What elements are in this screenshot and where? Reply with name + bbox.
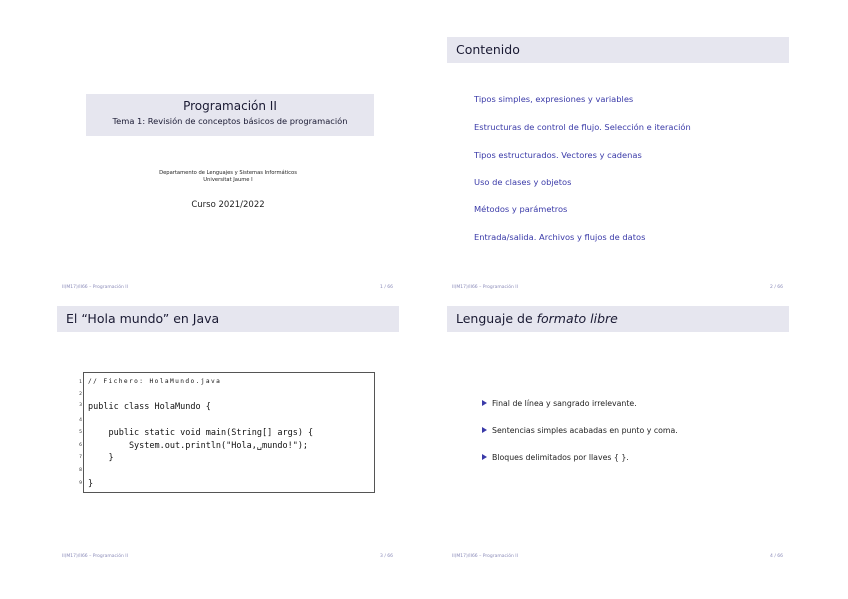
footer-page-number: 2 / 66 bbox=[770, 285, 783, 290]
bullet-item bbox=[482, 453, 629, 462]
frame-title: Contenido bbox=[447, 37, 789, 63]
slide-title bbox=[57, 37, 399, 293]
presentation-title: Programación II bbox=[183, 99, 277, 113]
bullet-text: Sentencias simples acabadas en punto y coma. bbox=[492, 426, 678, 435]
institution-department: Departamento de Lenguajes y Sistemas Informáticos bbox=[159, 170, 297, 176]
code-comment-line: // Fichero: HolaMundo.java bbox=[88, 378, 222, 385]
bullet-item bbox=[482, 426, 678, 435]
code-line: } bbox=[88, 453, 114, 463]
line-number: 3 bbox=[79, 403, 82, 408]
presentation-subtitle: Tema 1: Revisión de conceptos básicos de programación bbox=[112, 116, 348, 126]
footer-course-code: II(M17)/II66 – Programación II bbox=[62, 285, 128, 290]
bullet-item bbox=[482, 399, 637, 408]
frame-title: El “Hola mundo” en Java bbox=[57, 306, 399, 332]
footer-course-code: II(M17)/II66 – Programación II bbox=[452, 285, 518, 290]
line-number: 2 bbox=[79, 392, 82, 397]
code-line: public class HolaMundo { bbox=[88, 402, 211, 412]
toc-item[interactable]: Tipos estructurados. Vectores y cadenas bbox=[474, 150, 642, 160]
toc-item[interactable]: Tipos simples, expresiones y variables bbox=[474, 94, 634, 104]
line-number: 6 bbox=[79, 443, 82, 448]
institution-university: Universitat Jaume I bbox=[203, 177, 253, 183]
line-number: 9 bbox=[79, 481, 82, 486]
title-box bbox=[86, 94, 374, 136]
line-number: 4 bbox=[79, 418, 82, 423]
bullet-arrow-icon bbox=[482, 454, 487, 460]
footer-course-code: II(M17)/II66 – Programación II bbox=[452, 554, 518, 559]
line-number: 8 bbox=[79, 468, 82, 473]
bullet-arrow-icon bbox=[482, 400, 487, 406]
footer-page-number: 3 / 66 bbox=[380, 554, 393, 559]
slide-hello-world bbox=[57, 306, 399, 562]
slide-contents bbox=[447, 37, 789, 293]
bullet-text: Bloques delimitados por llaves { }. bbox=[492, 453, 629, 462]
toc-item[interactable]: Entrada/salida. Archivos y flujos de datos bbox=[474, 232, 646, 242]
toc-item[interactable]: Métodos y parámetros bbox=[474, 204, 568, 214]
footer-page-number: 4 / 66 bbox=[770, 554, 783, 559]
toc-item[interactable]: Uso de clases y objetos bbox=[474, 177, 572, 187]
frame-title-emphasis: formato libre bbox=[536, 311, 618, 326]
footer-course-code: II(M17)/II66 – Programación II bbox=[62, 554, 128, 559]
frame-title-prefix: Lenguaje de bbox=[456, 311, 537, 326]
bullet-arrow-icon bbox=[482, 427, 487, 433]
bullet-text: Final de línea y sangrado irrelevante. bbox=[492, 399, 637, 408]
line-number: 7 bbox=[79, 455, 82, 460]
code-line: } bbox=[88, 479, 94, 489]
line-number: 5 bbox=[79, 430, 82, 435]
course-year: Curso 2021/2022 bbox=[191, 200, 265, 210]
code-line: System.out.println("Hola,␣mundo!"); bbox=[88, 441, 309, 451]
code-line: public static void main(String[] args) { bbox=[88, 428, 314, 438]
footer-page-number: 1 / 66 bbox=[380, 285, 393, 290]
slide-free-format bbox=[447, 306, 789, 562]
line-number: 1 bbox=[79, 380, 82, 385]
toc-item[interactable]: Estructuras de control de flujo. Selección e iteración bbox=[474, 122, 691, 132]
frame-title bbox=[447, 306, 789, 332]
